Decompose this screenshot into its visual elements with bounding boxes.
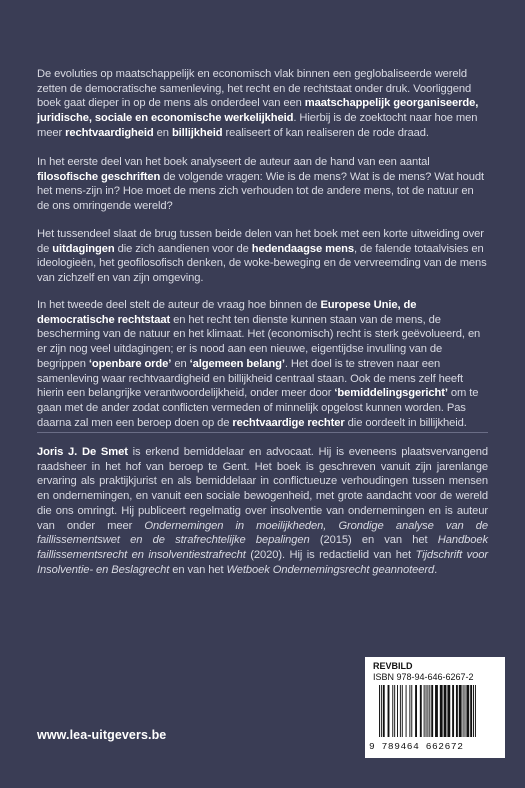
- synopsis-run: Europese Unie, de democratische rechtstaat: [37, 299, 417, 326]
- bio-run: .: [434, 563, 438, 576]
- synopsis-run: rechtvaardige rechter: [232, 416, 345, 429]
- barcode-bar: [402, 685, 403, 737]
- synopsis-run: hedendaagse mens: [251, 242, 354, 255]
- synopsis-run: die oordeelt in billijkheid.: [344, 416, 467, 429]
- synopsis-run: en: [171, 357, 190, 370]
- synopsis-run: en het recht ten dienste kunnen staan van de mens, de bescherming van de natuur en het klimaat. Het (economisch) recht is sterk geëvolueerd, en er zijn nog veel uitdagingen; er is nood aan een nieuwe, eigentijdse invulling van de begrippen: [37, 313, 481, 370]
- synopsis-run: maatschappelijk georganiseerde, juridische, sociale en economische werkelijkheid: [37, 97, 479, 125]
- barcode-bar: [459, 685, 462, 737]
- synopsis-run: die zich aandienen voor de: [114, 242, 252, 255]
- barcode-bar: [475, 685, 476, 737]
- barcode-bar: [397, 685, 398, 737]
- barcode-bar: [431, 685, 433, 737]
- synopsis-paragraph-4: [37, 298, 488, 430]
- synopsis-paragraph-1: [37, 67, 488, 141]
- synopsis-run: filosofische geschriften: [37, 170, 161, 183]
- bio-run: is erkend bemiddelaar en advocaat. Hij is eveneens plaatsvervangend raadsheer in het hof van beroep te Gent. Het boek is geschreven vanuit zijn jarenlange ervaring als praktijkjurist en als bemiddelaar in conflictueuze verhoudingen tussen mensen en ondernemingen, en vanuit een sociale bewogenheid, met grote aandacht voor de wereld die ons omringt. Hij publiceert regelmatig over insolventie van ondernemingen en is auteur van onder meer: [37, 446, 489, 532]
- barcode-bar: [429, 685, 430, 737]
- barcode-bars: [375, 685, 495, 741]
- synopsis-run: . Het doel is te streven naar een samenleving waar rechtvaardigheid en billijkheid centraal staan. Ook de mens zelf heeft hierin een belangrijke verantwoordelijkheid, onder meer door: [37, 357, 463, 400]
- synopsis-run: De evoluties op maatschappelijk en economisch vlak binnen een geglobaliseerde wereld zetten de democratische samenleving, het recht en de rechtstaat onder druk. Voorliggend boek gaat dieper in op de mens als onderdeel van een: [37, 68, 472, 110]
- barcode-bar: [466, 685, 469, 737]
- synopsis-run: Het tussendeel slaat de brug tussen beide delen van het boek met een korte uitweiding over de: [37, 228, 484, 255]
- bio-run: Handboek faillissementsrecht en insolventiestrafrecht: [37, 534, 488, 561]
- barcode-bar: [379, 685, 380, 737]
- synopsis-run: In het eerste deel van het boek analyseert de auteur aan de hand van een aantal: [37, 156, 430, 168]
- barcode-bar: [452, 685, 454, 737]
- barcode-bar: [392, 685, 393, 737]
- bio-run: en van het: [169, 563, 227, 576]
- synopsis-paragraph-2: [37, 155, 488, 214]
- synopsis-run: om te gaan met de ander zodat conflicten vermeden of minnelijk opgelost kunnen worden. Pas daarna zal men een beroep doen op de: [37, 387, 479, 429]
- barcode-bar: [463, 685, 464, 737]
- barcode-digits: 9 789464 662672: [369, 741, 464, 752]
- synopsis-run: , de falende totaalvisies en ideologieën, het geofilosofisch denken, de woke-beweging en de vervreemding van de mens van zichzelf en van zijn omgeving.: [37, 242, 487, 285]
- barcode-bar: [456, 685, 458, 737]
- author-bio: [37, 445, 488, 577]
- synopsis-run: . Hierbij is de zoektocht naar hoe men meer: [37, 112, 478, 139]
- isbn-barcode: [365, 657, 505, 758]
- barcode-bar: [426, 685, 427, 737]
- barcode-bar: [394, 685, 395, 737]
- synopsis-run: In het tweede deel stelt de auteur de vraag hoe binnen de: [37, 299, 321, 311]
- barcode-bar: [415, 685, 417, 737]
- synopsis-run: de volgende vragen: Wie is de mens? Wat is de mens? Wat houdt het mens-zijn in? Hoe moet de mens zich verhouden tot de andere mens, tot de natuur en de ons omringende wereld?: [37, 170, 484, 213]
- bio-run: Tijdschrift voor Insolventie- en Beslagrecht: [37, 548, 488, 576]
- bio-run: (2015) en van het: [309, 534, 438, 547]
- barcode-bar: [465, 685, 466, 737]
- publisher-website-link[interactable]: www.lea-uitgevers.be: [37, 728, 167, 742]
- synopsis-paragraph-3: [37, 227, 488, 286]
- bio-run: Ondernemingen in moeilijkheden, Grondige analyse van de faillissementswet en de strafrechtelijke bepalingen: [37, 519, 488, 547]
- barcode-label: REVBILD: [373, 661, 413, 671]
- synopsis-run: en: [153, 126, 172, 139]
- barcode-bar: [383, 685, 385, 737]
- barcode-bar: [470, 685, 472, 737]
- bio-run: Wetboek Ondernemingsrecht geannoteerd: [226, 563, 435, 576]
- barcode-bar: [444, 685, 447, 737]
- isbn-text: ISBN 978-94-646-6267-2: [373, 672, 474, 682]
- synopsis-run: ‘bemiddelingsgericht’: [334, 387, 448, 400]
- bio-run: Joris J. De Smet: [37, 446, 128, 458]
- barcode-bar: [400, 685, 401, 737]
- barcode-bar: [473, 685, 474, 737]
- synopsis-run: ‘openbare orde’: [88, 357, 172, 370]
- barcode-bar: [411, 685, 412, 737]
- barcode-bar: [427, 685, 428, 737]
- synopsis-run: rechtvaardigheid: [65, 126, 154, 139]
- synopsis-run: ‘algemeen belang’: [189, 357, 285, 370]
- bio-run: (2020). Hij is redactielid van het: [245, 548, 416, 561]
- synopsis-run: billijkheid: [171, 126, 223, 139]
- barcode-bar: [447, 685, 450, 737]
- barcode-bar: [388, 685, 390, 737]
- barcode-bar: [381, 685, 382, 737]
- barcode-bar: [420, 685, 422, 737]
- synopsis-run: uitdagingen: [52, 242, 115, 255]
- barcode-bar: [440, 685, 443, 737]
- barcode-bar: [406, 685, 407, 737]
- synopsis-run: realiseert of kan realiseren de rode draad.: [222, 126, 429, 139]
- barcode-bar: [424, 685, 425, 737]
- barcode-bar: [409, 685, 410, 737]
- section-divider: [37, 432, 488, 433]
- barcode-bar: [435, 685, 438, 737]
